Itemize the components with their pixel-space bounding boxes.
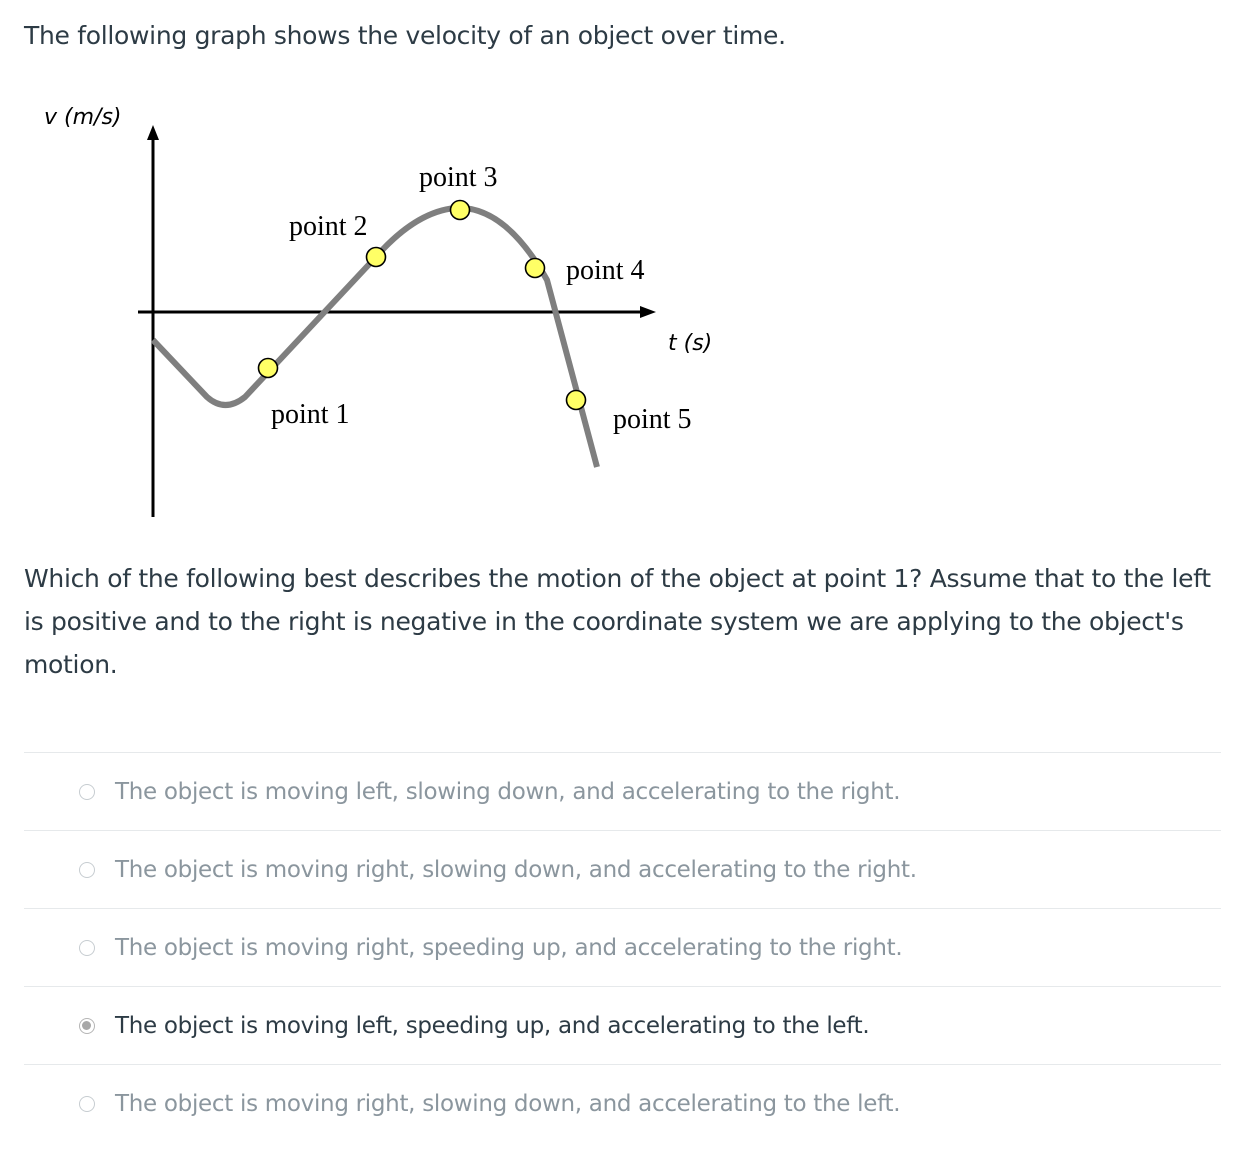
x-axis-label: t (s) (668, 331, 713, 356)
y-axis-label: v (m/s) (44, 105, 122, 130)
answer-option-2[interactable] (24, 831, 1221, 909)
y-axis-arrow (147, 125, 159, 140)
radio-button[interactable] (79, 784, 95, 800)
point-1-label: point 1 (271, 399, 350, 430)
answer-label: The object is moving right, speeding up, and accelerating to the right. (115, 934, 903, 961)
answer-label: The object is moving right, slowing down, and accelerating to the right. (115, 856, 917, 883)
point-3-marker (451, 201, 470, 220)
answer-list (24, 752, 1221, 1143)
x-axis-arrow (640, 306, 656, 318)
point-3-label: point 3 (419, 162, 498, 193)
radio-button[interactable] (79, 1096, 95, 1112)
velocity-graph (0, 0, 760, 540)
point-5-marker (567, 391, 586, 410)
answer-option-1[interactable] (24, 753, 1221, 831)
question-text: Which of the following best describes the motion of the object at point 1? Assume that to the left is positive and to the right is negative in the coordinate system we are applying to the object's motion. (24, 564, 1211, 679)
point-2-label: point 2 (289, 211, 368, 242)
answer-label: The object is moving right, slowing down, and accelerating to the left. (115, 1091, 901, 1117)
point-5-label: point 5 (613, 404, 692, 435)
radio-button[interactable] (79, 940, 95, 956)
point-4-label: point 4 (566, 255, 645, 286)
point-1-marker (259, 359, 278, 378)
answer-label: The object is moving left, speeding up, and accelerating to the left. (115, 1012, 870, 1039)
intro-text: The following graph shows the velocity of an object over time. (24, 21, 786, 50)
answer-label: The object is moving left, slowing down, and accelerating to the right. (115, 778, 901, 805)
point-2-marker (367, 248, 386, 267)
answer-option-5[interactable] (24, 1065, 1221, 1143)
answer-option-3[interactable] (24, 909, 1221, 987)
answer-option-4[interactable] (24, 987, 1221, 1065)
radio-button[interactable] (79, 862, 95, 878)
radio-button-selected[interactable] (79, 1018, 95, 1034)
point-4-marker (526, 259, 545, 278)
